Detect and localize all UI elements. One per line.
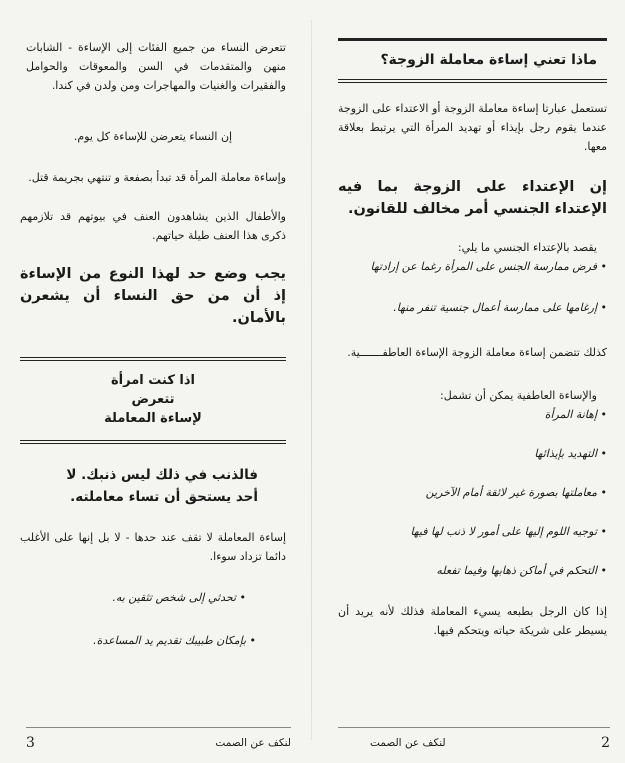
emotional-item-threat: • التهديد بإيذائها [534,447,607,460]
page-number: 2 [601,735,610,751]
emotional-item-insult: • إهانة المرأة [544,408,607,421]
bullet-talk-to-someone: • تحدثي إلى شخص تثقين به. [112,591,246,604]
emotional-can-include: والإساءة العاطفية يمكن أن تشمل: [439,389,597,402]
page-2 [312,0,625,763]
emotional-abuse-intro: كذلك تتضمن إساءة معاملة الزوجة الإساءة العاطفـــــــية. [347,346,607,359]
closing-paragraph: إذا كان الرجل بطبعه يسيء المعاملة فذلك لأنه يريد أن يسيطر على شريكة حياته ويتحكم فيها. [338,605,607,637]
sexual-abuse-item-1: • فرض ممارسة الجنس على المرأة رغما عن إرادتها [370,260,607,273]
title-top-rule [338,38,607,41]
bold-statement: يجب وضع حد لهذا النوع من الإساءة إذ أن من حق النساء أن يشعرن بالأمان. [20,266,286,326]
footer-page-3 [26,735,291,751]
statistic-2: وإساءة معاملة المرأة قد تبدأ بصفعة و تنتهي بجريمة قتل. [28,171,286,184]
page-title: ماذا تعني إساءة معاملة الزوجة؟ [380,52,597,68]
statistic-3: والأطفال الذين يشاهدون العنف في بيوتهم قد تلازمهم ذكرى هذا العنف طيلة حياتهم. [20,210,286,242]
footer-title: لنكف عن الصمت [215,737,291,749]
footer-rule-right [338,727,610,728]
intro-paragraph: تتعرض النساء من جميع الفئات إلى الإساءة - الشابات منهن والمتقدمات في السن والمعوقات والحوامل والفقيرات والغنيات والمهاجرات ومن ولدن في كندا. [26,41,286,92]
statistic-1: إن النساء يتعرضن للإساءة كل يوم. [73,130,233,143]
page-number: 3 [26,735,35,751]
footer-title: لنكف عن الصمت [370,737,446,749]
law-heading: إن الإعتداء على الزوجة بما فيه الإعتداء الجنسي أمر مخالف للقانون. [338,179,607,217]
footer-page-2 [360,735,610,751]
sexual-abuse-intro: يقصد بالإعتداء الجنسي ما يلي: [457,241,597,254]
box-title-line-3: لإساءة المعاملة [104,411,202,426]
box-title-line-1: اذا كنت امرأة [111,373,195,388]
box-bottom-rule [20,440,286,444]
emotional-item-control: • التحكم في أماكن ذهابها وفيما تفعله [436,564,607,577]
sexual-abuse-item-2: • إرغامها على ممارسة أعمال جنسية تنفر منها. [393,301,607,314]
bullet-doctor-help: • بإمكان طبيبك تقديم يد المساعدة. [93,634,256,647]
title-bottom-rule [338,79,607,83]
escalation-paragraph: إساءة المعاملة لا تقف عند حدها - لا بل إنها على الأغلب دائما تزداد سوءا. [20,531,286,563]
emotional-item-humiliate: • معاملتها بصورة غير لائقة أمام الآخرين [425,486,607,499]
emotional-item-blame: • توجيه اللوم إليها على أمور لا ذنب لها فيها [410,525,607,538]
footer-rule-left [26,727,291,728]
abused-woman-box [20,361,286,440]
not-your-fault-heading: فالذنب في ذلك ليس ذنبك. لا أحد يستحق أن تساء معاملته. [66,467,258,505]
page-3 [0,0,312,763]
box-title-line-2: تتعرض [131,392,175,407]
definition-paragraph: تستعمل عبارتا إساءة معاملة الزوجة أو الاعتداء على الزوجة عندما يقوم رجل بإيذاء أو تهديد المرأة التي يرتبط بعلاقة معها. [338,102,607,153]
